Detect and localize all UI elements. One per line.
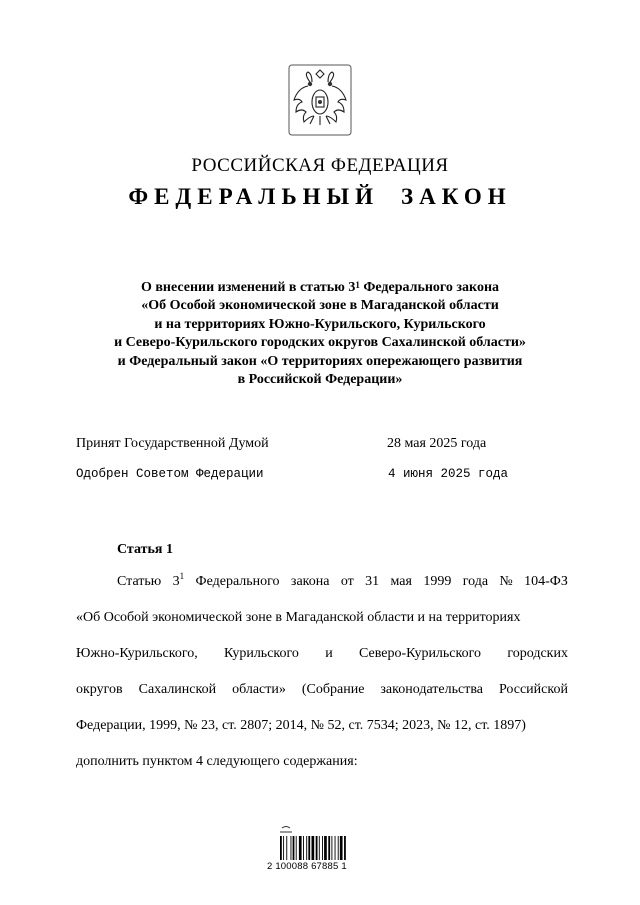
law-title-line-2: «Об Особой экономической зоне в Магаданской области [141,298,499,314]
law-title-line-4: и Северо-Курильского городских округов Сахалинской области» [114,335,526,351]
duma-date: 28 мая 2025 года [387,436,487,451]
article-line-1: Статью $3^1$ Федерального закона от 31 мая 1999 года № 104-ФЗ [117,571,568,589]
barcode-icon [266,826,366,886]
article-line-5: Федерации, 1999, № 23, ст. 2807; 2014, № 52, ст. 7534; 2023, № 12, ст. 1897) [76,718,526,733]
law-title-line-1: О внесении изменений в статью $3^1$ Федерального закона [140,280,500,295]
council-date: 4 июня 2025 года [388,467,509,481]
law-title-line-6: в Российской Федерации» [237,372,403,388]
document-type-word-2: ЗАКОН [401,184,512,209]
document-type-word-1: ФЕДЕРАЛЬНЫЙ [128,184,380,209]
article-line-3: Южно-Курильского, Курильского и Северо-Курильского городских [76,646,568,661]
country-name: РОССИЙСКАЯ ФЕДЕРАЦИЯ [191,155,449,176]
law-title [60,279,580,389]
council-label: Одобрен Советом Федерации [76,467,264,481]
document-type [0,184,640,210]
duma-label: Принят Государственной Думой [76,436,269,451]
barcode-number: 2 100088 67885 1 [267,861,347,872]
law-title-line-3: и на территориях Южно-Курильского, Курильского [154,316,486,332]
law-title-line-5: и Федеральный закон «О территориях опережающего развития [117,353,523,369]
article-line-6: дополнить пунктом 4 следующего содержания: [76,754,358,769]
article-line-2: «Об Особой экономической зоне в Магаданской области и на территориях [76,610,521,625]
article-line-4: округов Сахалинской области» (Собрание законодательства Российской [76,682,568,697]
coat-of-arms-russia-icon [288,64,352,136]
article-heading: Статья 1 [117,542,173,557]
